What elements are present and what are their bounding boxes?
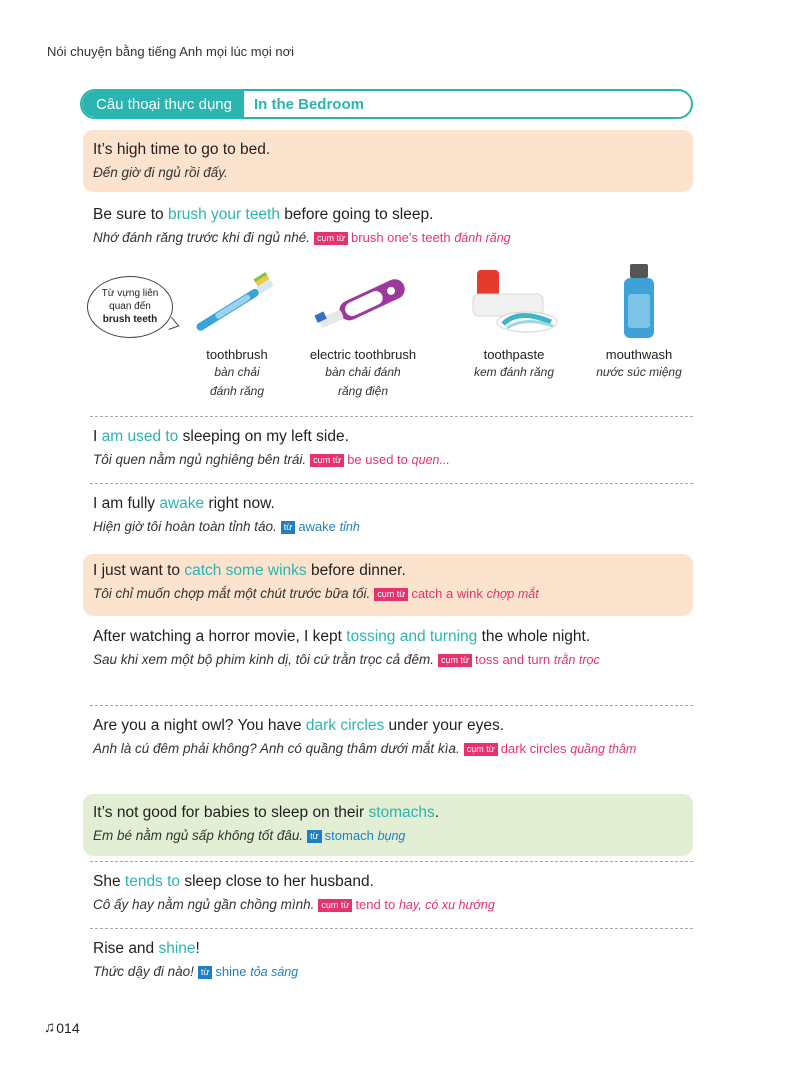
word-note: awake	[298, 519, 336, 534]
phrase-tag: cụm từ	[438, 654, 472, 667]
vietnamese-translation: Thức dậy đi nào! từ shine tỏa sáng	[93, 964, 299, 979]
sentence-entry	[83, 794, 693, 856]
english-sentence: I am used to sleeping on my left side.	[93, 428, 349, 445]
sentence-entry	[83, 872, 693, 915]
highlighted-phrase: brush your teeth	[167, 206, 280, 223]
sentence-entry	[83, 427, 693, 470]
word-tag: từ	[307, 830, 322, 843]
vietnamese-translation: Nhớ đánh răng trước khi đi ngủ nhé. cụm từ brush one’s teeth đánh răng	[93, 230, 511, 245]
phrase-tag: cụm từ	[310, 454, 344, 467]
toothpaste-icon	[459, 264, 569, 339]
vietnamese-translation: Tôi chỉ muốn chợp mắt một chút trước bữa tối. cụm từ catch a wink chợp mắt	[93, 586, 539, 601]
word-meaning: tỉnh	[339, 520, 360, 534]
vocab-word: toothpaste	[483, 347, 545, 362]
vocab-meaning: bàn chải đánh	[325, 365, 401, 379]
english-sentence: Are you a night owl? You have dark circles under your eyes.	[93, 717, 505, 734]
phrase-meaning: quen...	[411, 453, 450, 467]
english-sentence: She tends to sleep close to her husband.	[93, 873, 374, 890]
highlighted-phrase: tends to	[124, 873, 181, 890]
phrase-tag: cụm từ	[464, 743, 498, 756]
mouthwash-icon	[584, 264, 694, 339]
section-title-bar	[80, 89, 693, 119]
page-number: ♫ 014	[44, 1019, 80, 1036]
vocab-word: mouthwash	[605, 347, 673, 362]
phrase-tag: cụm từ	[314, 232, 348, 245]
phrase-meaning: trằn trọc	[553, 653, 600, 667]
section-category: Câu thoại thực dụng	[82, 91, 244, 117]
vietnamese-translation: Hiện giờ tôi hoàn toàn tỉnh táo. từ awake tỉnh	[93, 519, 360, 534]
divider	[90, 705, 693, 706]
music-note-icon: ♫	[44, 1019, 56, 1036]
highlighted-phrase: tossing and turning	[346, 628, 478, 645]
vocab-meaning: bàn chải	[214, 365, 260, 379]
english-sentence: Be sure to brush your teeth before going to sleep.	[93, 206, 434, 223]
divider	[90, 861, 693, 862]
vocab-word: toothbrush	[206, 347, 268, 362]
word-meaning: tỏa sáng	[250, 965, 299, 979]
vocab-meaning: kem đánh răng	[473, 365, 555, 379]
english-sentence: It’s high time to go to bed.	[93, 141, 271, 158]
phrase-meaning: chợp mắt	[486, 587, 539, 601]
phrase-tag: cụm từ	[318, 899, 352, 912]
sentence-entry	[83, 627, 693, 670]
sentence-entry	[83, 205, 693, 248]
phrase-tag: cụm từ	[374, 588, 408, 601]
sentence-entry	[83, 716, 693, 759]
running-header: Nói chuyện bằng tiếng Anh mọi lúc mọi nơi	[47, 44, 294, 59]
highlighted-phrase: dark circles	[305, 717, 385, 734]
vietnamese-translation: Em bé nằm ngủ sấp không tốt đâu. từ stomach bụng	[93, 828, 406, 843]
word-note: shine	[215, 964, 247, 979]
phrase-note: dark circles	[500, 741, 567, 756]
vocab-meaning: nước súc miệng	[596, 365, 682, 379]
english-sentence: I am fully awake right now.	[93, 495, 275, 512]
word-note: stomach	[324, 828, 374, 843]
phrase-note: tend to	[355, 897, 396, 912]
highlighted-phrase: awake	[159, 495, 205, 512]
highlighted-phrase: stomachs	[368, 804, 435, 821]
english-sentence: I just want to catch some winks before dinner.	[93, 562, 406, 579]
english-sentence: After watching a horror movie, I kept tossing and turning the whole night.	[93, 628, 591, 645]
phrase-note: catch a wink	[411, 586, 483, 601]
highlighted-phrase: catch some winks	[184, 562, 307, 579]
vietnamese-translation: Cô ấy hay nằm ngủ gần chồng mình. cụm từ tend to hay, có xu hướng	[93, 897, 495, 912]
vietnamese-translation: Tôi quen nằm ngủ nghiêng bên trái. cụm từ be used to quen...	[93, 452, 450, 467]
phrase-note: brush one’s teeth	[351, 230, 451, 245]
phrase-note: be used to	[347, 452, 408, 467]
highlighted-phrase: am used to	[101, 428, 179, 445]
phrase-meaning: đánh răng	[454, 231, 511, 245]
word-tag: từ	[198, 966, 213, 979]
english-sentence: Rise and shine!	[93, 940, 200, 957]
vocab-meaning: đánh răng	[209, 384, 265, 398]
divider	[90, 928, 693, 929]
divider	[90, 483, 693, 484]
highlighted-phrase: shine	[158, 940, 196, 957]
word-meaning: bụng	[377, 829, 406, 843]
vocab-item-electric-toothbrush	[298, 264, 428, 400]
electric-toothbrush-icon	[308, 264, 418, 339]
vocab-word: electric toothbrush	[309, 347, 417, 362]
section-title: In the Bedroom	[253, 95, 364, 113]
sentence-entry	[83, 939, 693, 982]
phrase-meaning: quầng thâm	[570, 742, 637, 756]
toothbrush-icon	[182, 264, 292, 339]
vocab-meaning: răng điện	[337, 384, 389, 398]
vocab-speech-bubble: Từ vựng liên quan đến brush teeth	[87, 276, 173, 338]
sentence-entry	[83, 554, 693, 616]
vietnamese-translation: Anh là cú đêm phải không? Anh có quầng thâm dưới mắt kìa. cụm từ dark circles quầng thâm	[93, 741, 637, 756]
phrase-meaning: hay, có xu hướng	[398, 898, 495, 912]
english-sentence: It’s not good for babies to sleep on their stomachs.	[93, 804, 440, 821]
divider	[90, 416, 693, 417]
vocab-item-mouthwash	[574, 264, 704, 381]
vietnamese-translation: Đến giờ đi ngủ rồi đấy.	[93, 165, 228, 180]
sentence-entry	[83, 130, 693, 192]
vocab-item-toothpaste	[449, 264, 579, 381]
vocab-item-toothbrush	[172, 264, 302, 400]
word-tag: từ	[281, 521, 296, 534]
vietnamese-translation: Sau khi xem một bộ phim kinh dị, tôi cứ trằn trọc cả đêm. cụm từ toss and turn trằn trọc	[93, 652, 600, 667]
phrase-note: toss and turn	[474, 652, 551, 667]
sentence-entry	[83, 494, 693, 537]
